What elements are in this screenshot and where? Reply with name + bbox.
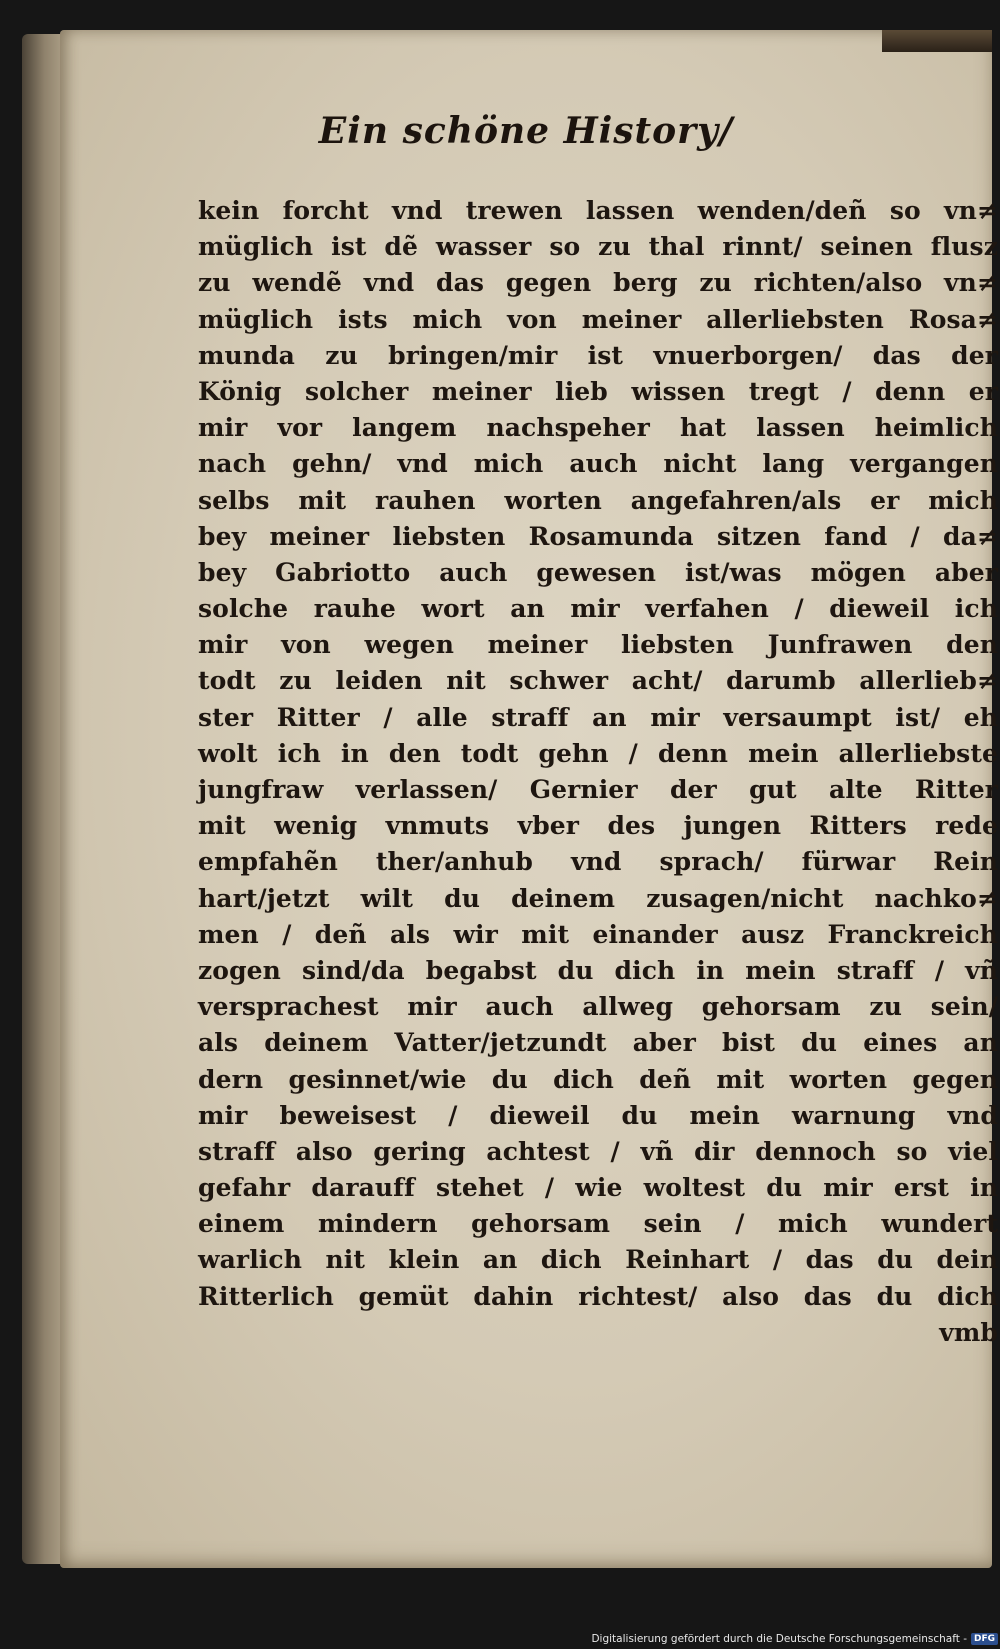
text-line: ster Ritter / alle straff an mir versaumpt ist/ eh — [198, 702, 998, 732]
text-line: selbs mit rauhen worten angefahren/als er mich — [198, 485, 998, 515]
text-line: mir vor langem nachspeher hat lassen heimlich — [198, 413, 998, 443]
dfg-logo: DFG — [971, 1633, 998, 1645]
digitization-credit — [591, 1633, 998, 1645]
credit-text: Digitalisierung gefördert durch die Deutsche Forschungsgemeinschaft - — [591, 1633, 967, 1645]
text-line: mir von wegen meiner liebsten Junfrawen den — [198, 630, 998, 660]
text-line: jungfraw verlassen/ Gernier der gut alte Ritter — [198, 775, 998, 804]
text-line: solche rauhe wort an mir verfahen / dieweil ich — [198, 594, 998, 624]
text-line: zu wendẽ vnd das gegen berg zu richten/also vn≠ — [198, 268, 998, 298]
text-line: hart/jetzt wilt du deinem zusagen/nicht nachko≠ — [198, 883, 998, 913]
text-line: einem mindern gehorsam sein / mich wundert — [198, 1209, 998, 1239]
text-line: König solcher meiner lieb wissen tregt / denn er — [198, 376, 998, 406]
text-line: Ritterlich gemüt dahin richtest/ also das du dich — [198, 1281, 998, 1311]
text-line: als deinem Vatter/jetzundt aber bist du eines an — [198, 1028, 998, 1058]
text-line: müglich ist dẽ wasser so zu thal rinnt/ seinen flusz — [198, 232, 998, 262]
text-line: wolt ich in den todt gehn / denn mein allerliebste — [198, 738, 998, 768]
binding-strip — [882, 30, 992, 52]
text-line: vmb — [939, 1317, 998, 1347]
text-line: zogen sind/da begabst du dich in mein straff / vñ — [198, 955, 998, 985]
running-head: Ein schöne History/ — [318, 110, 734, 152]
book-page — [60, 30, 998, 1568]
text-line: men / deñ als wir mit einander ausz Franckreich — [198, 919, 998, 949]
text-line: warlich nit klein an dich Reinhart / das du dein — [198, 1245, 998, 1275]
text-line: mir beweisest / dieweil du mein warnung vnd — [198, 1100, 998, 1130]
text-line: dern gesinnet/wie du dich deñ mit worten gegen — [198, 1064, 998, 1094]
text-line: empfahẽn ther/anhub vnd sprach/ fürwar Rein — [198, 847, 998, 877]
body-text — [198, 193, 998, 1351]
text-line: straff also gering achtest / vñ dir dennoch so viel — [198, 1136, 998, 1166]
text-line: todt zu leiden nit schwer acht/ darumb allerlieb≠ — [198, 666, 998, 696]
text-line: nach gehn/ vnd mich auch nicht lang vergangen — [198, 449, 998, 479]
text-line: bey meiner liebsten Rosamunda sitzen fand / da≠ — [198, 521, 998, 551]
text-line: gefahr darauff stehet / wie woltest du mir erst in — [198, 1173, 998, 1203]
text-line: versprachest mir auch allweg gehorsam zu sein/ — [198, 992, 998, 1022]
text-line: müglich ists mich von meiner allerliebsten Rosa≠ — [198, 304, 998, 334]
text-line: bey Gabriotto auch gewesen ist/was mögen aber — [198, 557, 998, 587]
text-line: kein forcht vnd trewen lassen wenden/deñ so vn≠ — [198, 196, 998, 225]
text-line: mit wenig vnmuts vber des jungen Ritters rede — [198, 811, 998, 841]
text-line: munda zu bringen/mir ist vnuerborgen/ das der — [198, 340, 998, 370]
